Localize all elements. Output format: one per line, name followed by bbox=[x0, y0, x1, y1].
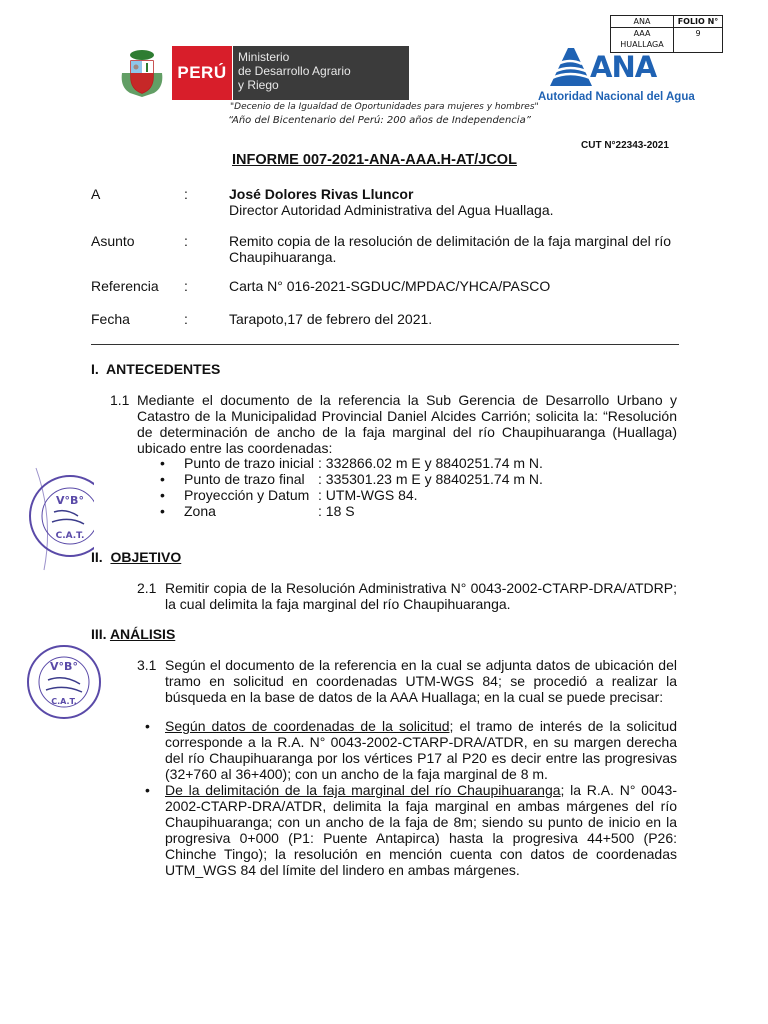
slogan-year: “Año del Bicentenario del Perú: 200 años de Independencia” bbox=[228, 115, 531, 126]
bullet-icon: • bbox=[160, 503, 165, 519]
approval-stamp-icon bbox=[14, 458, 94, 578]
peru-label: PERÚ bbox=[172, 46, 232, 100]
date-label: Fecha bbox=[91, 311, 130, 327]
bullet-value: : 18 S bbox=[318, 503, 355, 519]
bullet-icon: • bbox=[145, 782, 150, 798]
coat-of-arms-icon bbox=[118, 47, 166, 99]
bullet-text: ; la R.A. N° 0043-2002-CTARP-DRA/ATDR, delimita la faja marginal en ambas márgenes del río Chaupihuaranga; con un ancho de la faja de 8m; siendo su punto de inicio en la progresiva 0+000 (P1: Puente Antapirca) hasta la progresiva 44+500 (P26: Chinche Tingo); la resolución en mención cuenta con datos de coordenadas UTM_WGS 84 del límite del lindero en ambas márgenes. bbox=[165, 782, 677, 878]
paragraph-number: 3.1 bbox=[137, 657, 157, 673]
stamp-cat: C.A.T. bbox=[51, 697, 77, 706]
bullet-icon: • bbox=[160, 455, 165, 471]
folio-table-cell: ANA bbox=[611, 16, 674, 28]
section-numeral: I. bbox=[91, 361, 99, 377]
bullet-label: Proyección y Datum bbox=[184, 487, 310, 503]
paragraph-number: 2.1 bbox=[137, 580, 157, 596]
bullet-icon: • bbox=[160, 487, 165, 503]
section-title: ANÁLISIS bbox=[109, 626, 176, 642]
bullet-text: ; el tramo de interés de la solicitud corresponde a la R.A. N° 0043-2002-CTARP-DRA/ATDR, en su margen derecha del río Chaupihuaranga por los vértices P17 al P20 es decir entre las progresivas (32+760 al 36+400); con un ancho de la faja marginal de 8 m. bbox=[165, 718, 677, 782]
cut-number: CUT N°22343-2021 bbox=[581, 140, 669, 151]
bullet-icon: • bbox=[160, 471, 165, 487]
folio-table-cell: AAA HUALLAGA bbox=[611, 28, 674, 53]
to-name: José Dolores Rivas Lluncor bbox=[229, 186, 414, 202]
report-title: INFORME 007-2021-ANA-AAA.H-AT/JCOL bbox=[232, 152, 517, 168]
date-value: Tarapoto,17 de febrero del 2021. bbox=[229, 311, 433, 327]
analysis-bullet-1 bbox=[165, 718, 677, 782]
paragraph-number: 1.1 bbox=[110, 392, 130, 408]
ministry-label bbox=[233, 46, 409, 100]
section-analisis-heading bbox=[91, 626, 175, 642]
folio-table-cell: FOLIO N° bbox=[674, 16, 723, 28]
section-antecedentes-heading bbox=[91, 361, 220, 377]
divider bbox=[91, 344, 679, 345]
bullet-label: Zona bbox=[184, 503, 216, 519]
colon: : bbox=[184, 233, 188, 249]
to-role: Director Autoridad Administrativa del Agua Huallaga. bbox=[229, 202, 554, 218]
ministry-line: y Riego bbox=[238, 78, 279, 92]
ministry-line: de Desarrollo Agrario bbox=[238, 64, 351, 78]
section-title: OBJETIVO bbox=[110, 549, 182, 565]
ana-logo-text: ANA bbox=[590, 50, 657, 84]
section-title: ANTECEDENTES bbox=[106, 361, 221, 377]
stamp-vb: V°B° bbox=[50, 660, 78, 673]
reference-value: Carta N° 016-2021-SGDUC/MPDAC/YHCA/PASCO bbox=[229, 278, 551, 294]
approval-stamp-icon bbox=[24, 640, 102, 724]
stamp-vb: V°B° bbox=[56, 494, 84, 507]
bullet-value: : 335301.23 m E y 8840251.74 m N. bbox=[318, 471, 543, 487]
paragraph-3-1: Según el documento de la referencia en la cual se adjunta datos de ubicación del tramo en solicitud en coordenadas UTM-WGS 84; se procedió a realizar la búsqueda en la base de datos de la AAA Huallaga; en la cual se puede precisar: bbox=[165, 657, 677, 705]
folio-table-cell: 9 bbox=[674, 28, 723, 53]
bullet-icon: • bbox=[145, 718, 150, 734]
paragraph-1-1: Mediante el documento de la referencia la Sub Gerencia de Desarrollo Urbano y Catastro de la Municipalidad Provincial Daniel Alcides Carrión; solicita la: “Resolución de determinación de ancho de la faja marginal del río Chaupihuaranga (Huallaga) ubicado entre las coordenadas: bbox=[137, 392, 677, 456]
bullet-value: : 332866.02 m E y 8840251.74 m N. bbox=[318, 455, 543, 471]
subject-value: Remito copia de la resolución de delimitación de la faja marginal del río Chaupihuaranga. bbox=[229, 233, 672, 265]
reference-label: Referencia bbox=[91, 278, 159, 294]
colon: : bbox=[184, 186, 188, 202]
bullet-label: Punto de trazo inicial bbox=[184, 455, 314, 471]
paragraph-2-1: Remitir copia de la Resolución Administrativa N° 0043-2002-CTARP-DRA/ATDRP; la cual delimita la faja marginal del río Chaupihuaranga. bbox=[165, 580, 677, 612]
bullet-label: Punto de trazo final bbox=[184, 471, 305, 487]
section-objetivo-heading bbox=[91, 549, 181, 565]
section-numeral: III. bbox=[91, 626, 107, 642]
colon: : bbox=[184, 278, 188, 294]
ana-subtitle: Autoridad Nacional del Agua bbox=[538, 91, 695, 103]
bullet-value: : UTM-WGS 84. bbox=[318, 487, 418, 503]
colon: : bbox=[184, 311, 188, 327]
to-label: A bbox=[91, 186, 101, 202]
ministry-line: Ministerio bbox=[238, 50, 290, 64]
stamp-cat: C.A.T. bbox=[55, 531, 85, 541]
section-numeral: II. bbox=[91, 549, 103, 565]
analysis-bullet-2 bbox=[165, 782, 677, 878]
bullet-lead: Según datos de coordenadas de la solicitud bbox=[165, 718, 450, 734]
subject-label: Asunto bbox=[91, 233, 135, 249]
slogan-decade: "Decenio de la Igualdad de Oportunidades para mujeres y hombres" bbox=[230, 102, 539, 112]
bullet-lead: De la delimitación de la faja marginal del río Chaupihuaranga bbox=[165, 782, 561, 798]
